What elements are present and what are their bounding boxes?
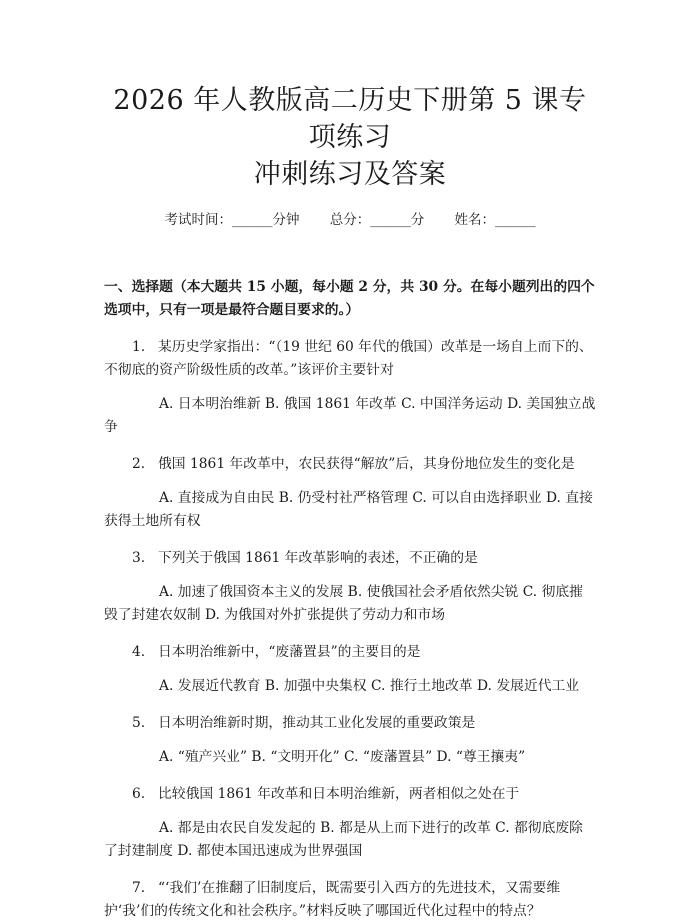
question-number: 2. xyxy=(132,456,146,472)
document-title xyxy=(104,0,596,193)
section-heading: 一、选择题（本大题共 15 小题，每小题 2 分，共 30 分。在每小题列出的四个选项中，只有一项是最符合题目要求的。） xyxy=(104,279,595,318)
exam-time: 考试时间：______分钟 xyxy=(164,212,300,228)
question-options: A. 加速了俄国资本主义的发展 B. 使俄国社会矛盾依然尖锐 C. 彻底摧毁了封建农奴制 D. 为俄国对外扩张提供了劳动力和市场 xyxy=(104,584,583,623)
question-stem: 日本明治维新时期，推动其工业化发展的重要政策是 xyxy=(158,715,476,731)
question-4 xyxy=(104,641,596,698)
title-line-2: 冲刺练习及答案 xyxy=(253,159,447,190)
question-options: A. 发展近代教育 B. 加强中央集权 C. 推行土地改革 D. 发展近代工业 xyxy=(159,678,580,694)
question-6 xyxy=(104,783,596,863)
question-options: A. 日本明治维新 B. 俄国 1861 年改革 C. 中国洋务运动 D. 美国独立战争 xyxy=(104,396,596,435)
question-stem: 俄国 1861 年改革中，农民获得“解放”后，其身份地位发生的变化是 xyxy=(158,456,575,472)
exam-score: 总分：______分 xyxy=(329,212,425,228)
question-stem: 日本明治维新中，“废藩置县”的主要目的是 xyxy=(158,644,421,660)
question-number: 3. xyxy=(132,550,146,566)
question-number: 6. xyxy=(132,786,146,802)
question-7 xyxy=(104,877,596,923)
question-list xyxy=(104,336,596,923)
question-options: A. 直接成为自由民 B. 仍受村社严格管理 C. 可以自由选择职业 D. 直接获得土地所有权 xyxy=(104,490,593,529)
question-number: 7. xyxy=(132,880,146,896)
student-name: 姓名：______ xyxy=(454,212,536,228)
question-options: A. “殖产兴业” B. “文明开化” C. “废藩置县” D. “尊王攘夷” xyxy=(159,749,526,765)
question-5 xyxy=(104,712,596,769)
question-2 xyxy=(104,453,596,533)
question-stem: 比较俄国 1861 年改革和日本明治维新，两者相似之处在于 xyxy=(158,786,520,802)
exam-info xyxy=(104,210,596,230)
question-stem: 下列关于俄国 1861 年改革影响的表述，不正确的是 xyxy=(158,550,478,566)
title-line-1: 2026 年人教版高二历史下册第 5 课专项练习 xyxy=(113,85,587,153)
question-1 xyxy=(104,336,596,439)
question-number: 1. xyxy=(132,339,146,355)
question-stem: 某历史学家指出：“（19 世纪 60 年代的俄国）改革是一场自上而下的、不彻底的资产阶级性质的改革。”该评价主要针对 xyxy=(104,339,593,378)
question-number: 5. xyxy=(132,715,146,731)
question-stem: “‘我们’在推翻了旧制度后，既需要引入西方的先进技术，又需要维护‘我’们的传统文化和社会秩序。”材料反映了哪国近代化过程中的特点？ xyxy=(104,880,561,919)
question-number: 4. xyxy=(132,644,146,660)
question-3 xyxy=(104,547,596,627)
question-options: A. 都是由农民自发发起的 B. 都是从上而下进行的改革 C. 都彻底废除了封建制度 D. 都使本国迅速成为世界强国 xyxy=(104,820,583,859)
